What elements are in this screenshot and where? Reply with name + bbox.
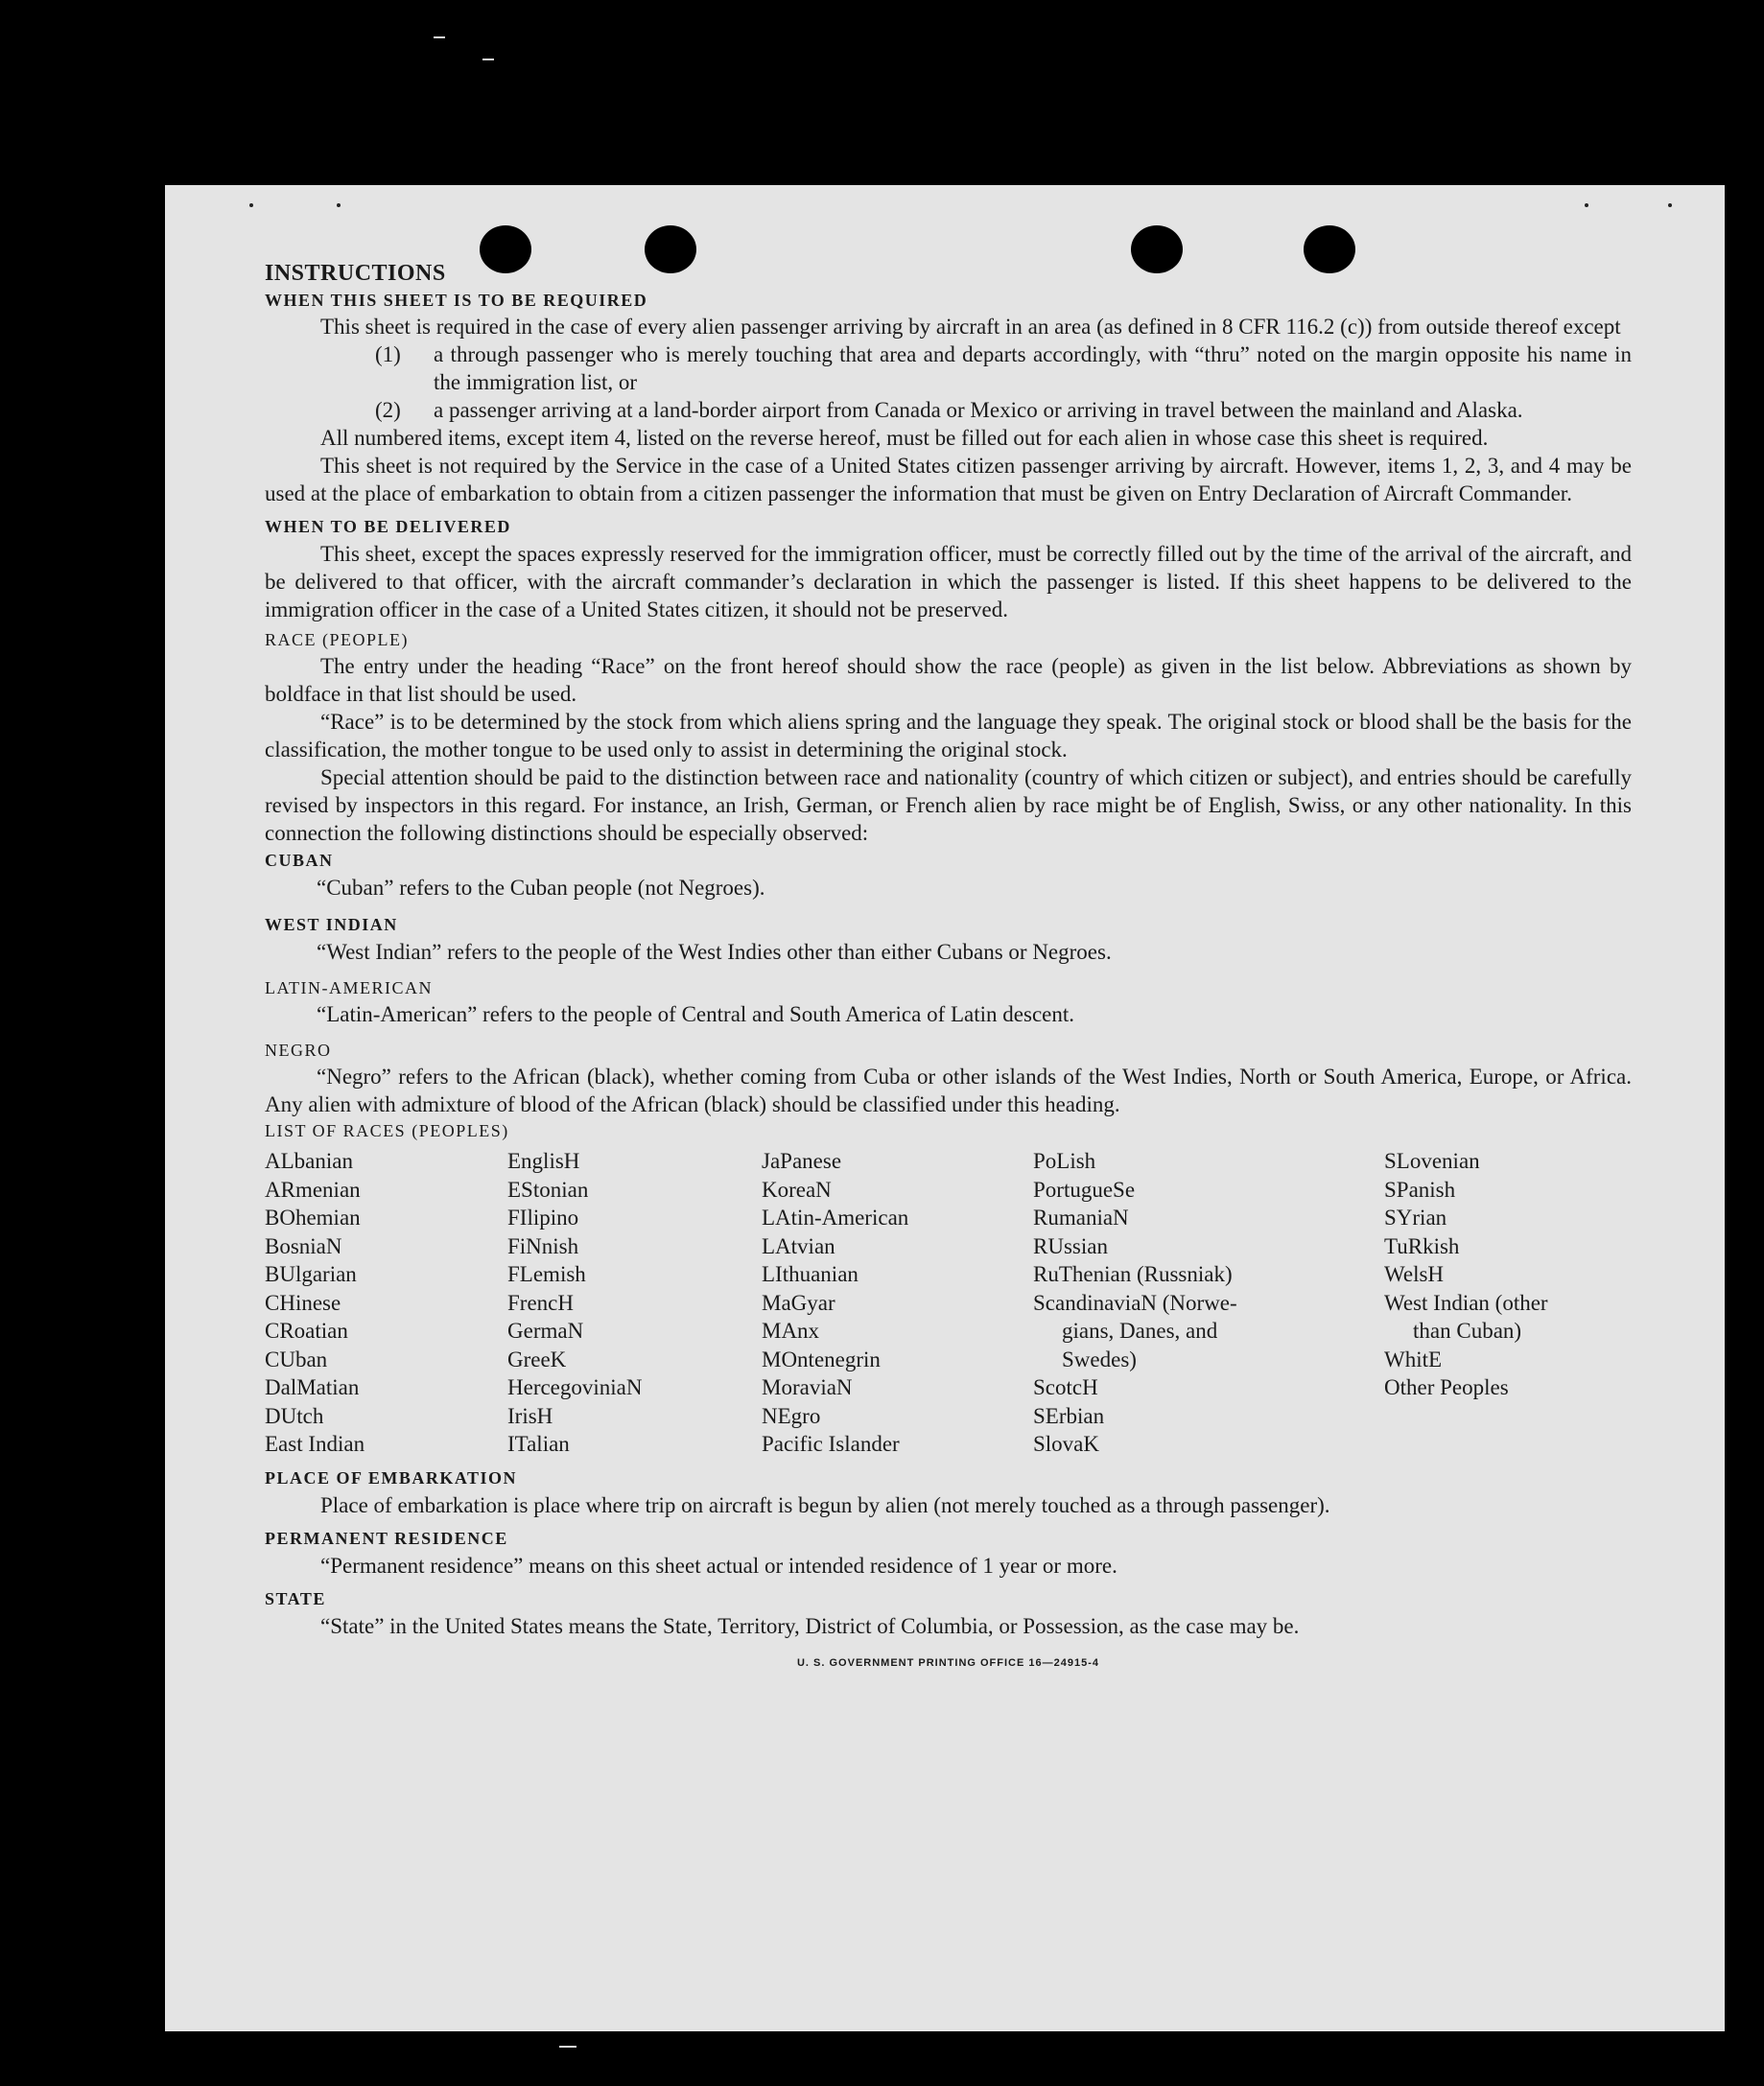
exception-item [265, 396, 1632, 424]
race-entry: FIlipino [507, 1206, 579, 1230]
race-column [1384, 1147, 1632, 1459]
section-heading-required: WHEN THIS SHEET IS TO BE REQUIRED [265, 291, 648, 310]
paragraph: “Permanent residence” means on this sheet actual or intended residence of 1 year or more. [320, 1553, 1117, 1578]
definition-heading: WEST INDIAN [265, 915, 398, 934]
paragraph: This sheet is not required by the Service in the case of a United States citizen passenger arriving by aircraft. However, items 1, 2, 3, and 4 may be used at the place of embarkation to obtain from a citizen passenger the information that must be given on Entry Declaration of Aircraft Commander. [265, 454, 1632, 505]
item-number: (2) [375, 398, 401, 422]
race-entry: PoLish [1033, 1149, 1096, 1173]
race-entry: LIthuanian [762, 1262, 858, 1286]
section-heading-race: RACE (PEOPLE) [265, 630, 409, 649]
race-entry: EStonian [507, 1177, 589, 1202]
race-entry: DalMatian [265, 1375, 360, 1399]
race-entry: MaGyar [762, 1290, 835, 1315]
race-entry: FLemish [507, 1262, 586, 1286]
race-entry: HercegoviniaN [507, 1375, 643, 1399]
race-entry: ScotcH [1033, 1375, 1098, 1399]
race-entry: ARmenian [265, 1177, 361, 1202]
race-entry: CUban [265, 1347, 328, 1371]
race-entry: LAtvian [762, 1233, 835, 1258]
scan-speck [1668, 203, 1672, 207]
required-intro: This sheet is required in the case of every alien passenger arriving by aircraft in an area (as defined in 8 CFR 116.2 (c)) from outside thereof except [320, 315, 1621, 339]
race-entry: Pacific Islander [762, 1432, 900, 1456]
race-entry: Other Peoples [1384, 1375, 1509, 1399]
race-entry: FiNnish [507, 1233, 579, 1258]
definition-text: “Cuban” refers to the Cuban people (not Negroes). [317, 876, 765, 900]
race-entry: RUssian [1033, 1233, 1108, 1258]
definition-text: “Negro” refers to the African (black), whether coming from Cuba or other islands of the West Indies, North or South America, Europe, or Africa. Any alien with admixture of blood of the African (black) should be classified under this heading. [265, 1065, 1632, 1116]
race-entry: SErbian [1033, 1403, 1105, 1428]
race-column [507, 1147, 762, 1459]
section-heading-delivered: WHEN TO BE DELIVERED [265, 517, 511, 536]
race-entry: BOhemian [265, 1206, 361, 1230]
race-entry: FrencH [507, 1290, 574, 1315]
race-entry: MAnx [762, 1319, 820, 1343]
scan-mark [482, 59, 494, 60]
race-entry: MOntenegrin [762, 1347, 881, 1371]
section-heading-residence: PERMANENT RESIDENCE [265, 1528, 508, 1548]
race-entry: GermaN [507, 1319, 584, 1343]
paragraph: This sheet, except the spaces expressly reserved for the immigration officer, must be correctly filled out by the time of the arrival of the aircraft, and be delivered to that officer, with the aircraft commander’s declaration in which the passenger is listed. If this sheet happens to be delivered to the immigration officer in the case of a United States citizen, it should not be preserved. [265, 542, 1632, 621]
race-entry: BosniaN [265, 1233, 342, 1258]
item-text: a through passenger who is merely touching that area and departs accordingly, with “thru” noted on the margin opposite his name in the immigration list, or [434, 342, 1632, 394]
race-entry: DUtch [265, 1403, 324, 1428]
race-entry: CHinese [265, 1290, 341, 1315]
definition-text: “West Indian” refers to the people of the West Indies other than either Cubans or Negroes. [317, 940, 1112, 964]
race-entry: ITalian [507, 1432, 570, 1456]
race-entry: NEgro [762, 1403, 821, 1428]
definition-heading: LATIN-AMERICAN [265, 978, 433, 997]
race-entry: than Cuban) [1413, 1319, 1522, 1343]
paragraph: “State” in the United States means the State, Territory, District of Columbia, or Possession, as the case may be. [320, 1613, 1300, 1638]
instruction-sheet [165, 185, 1725, 2031]
definition-text: “Latin-American” refers to the people of Central and South America of Latin descent. [317, 1002, 1074, 1026]
race-entry: ScandinaviaN (Norwe- [1033, 1290, 1237, 1315]
paragraph: All numbered items, except item 4, listed on the reverse hereof, must be filled out for each alien in whose case this sheet is required. [320, 426, 1489, 450]
race-entry: GreeK [507, 1347, 567, 1371]
race-entry: SPanish [1384, 1177, 1456, 1202]
race-entry: LAtin-American [762, 1206, 909, 1230]
race-entry: RuThenian (Russniak) [1033, 1262, 1233, 1286]
race-entry: EnglisH [507, 1149, 580, 1173]
race-entry: TuRkish [1384, 1233, 1460, 1258]
printing-office-footer: U. S. GOVERNMENT PRINTING OFFICE 16—24915-4 [796, 1656, 1099, 1669]
definition-heading: NEGRO [265, 1041, 332, 1060]
race-entry: MoraviaN [762, 1375, 853, 1399]
scan-speck [337, 203, 341, 207]
paragraph: “Race” is to be determined by the stock from which aliens spring and the language they speak. The original stock or blood shall be the basis for the classification, the mother tongue to be used only to assist in determining the original stock. [265, 710, 1632, 762]
item-number: (1) [375, 342, 401, 366]
race-entry: East Indian [265, 1432, 365, 1456]
race-list [265, 1147, 1632, 1459]
race-entry: WhitE [1384, 1347, 1443, 1371]
race-list-heading: LIST OF RACES (PEOPLES) [265, 1121, 509, 1140]
paragraph: Place of embarkation is place where trip on aircraft is begun by alien (not merely touched as a through passenger). [320, 1492, 1330, 1517]
race-entry: BUlgarian [265, 1262, 357, 1286]
race-entry: CRoatian [265, 1319, 348, 1343]
race-entry: SLovenian [1384, 1149, 1480, 1173]
race-column [1033, 1147, 1384, 1459]
race-entry: West Indian (other [1384, 1290, 1548, 1315]
race-entry: WelsH [1384, 1262, 1445, 1286]
section-heading-state: STATE [265, 1588, 326, 1608]
race-entry: Swedes) [1062, 1347, 1137, 1371]
race-entry: KoreaN [762, 1177, 832, 1202]
page-title: INSTRUCTIONS [265, 261, 446, 286]
scan-mark [434, 36, 445, 38]
scan-speck [1585, 203, 1588, 207]
race-column [762, 1147, 1033, 1459]
race-entry: ALbanian [265, 1149, 353, 1173]
section-heading-embarkation: PLACE OF EMBARKATION [265, 1467, 518, 1488]
instructions-content [265, 259, 1632, 1677]
item-text: a passenger arriving at a land-border airport from Canada or Mexico or arriving in travel between the mainland and Alaska. [434, 398, 1523, 422]
race-entry: SYrian [1384, 1206, 1447, 1230]
exception-item [265, 340, 1632, 396]
race-column [265, 1147, 507, 1459]
race-entry: SlovaK [1033, 1432, 1099, 1456]
race-entry: IrisH [507, 1403, 553, 1428]
paragraph: Special attention should be paid to the distinction between race and nationality (country of which citizen or subject), and entries should be carefully revised by inspectors in this regard. For instance, an Irish, German, or French alien by race might be of English, Swiss, or any other nationality. In this connection the following distinctions should be especially observed: [265, 765, 1632, 845]
race-entry: gians, Danes, and [1062, 1319, 1218, 1343]
race-entry: RumaniaN [1033, 1206, 1129, 1230]
scan-speck [249, 203, 253, 207]
scan-mark [559, 2046, 576, 2048]
paragraph: The entry under the heading “Race” on the front hereof should show the race (people) as given in the list below. Abbreviations as shown by boldface in that list should be used. [265, 654, 1632, 706]
race-entry: PortugueSe [1033, 1177, 1136, 1202]
race-entry: JaPanese [762, 1149, 842, 1173]
definition-heading: CUBAN [265, 851, 334, 870]
